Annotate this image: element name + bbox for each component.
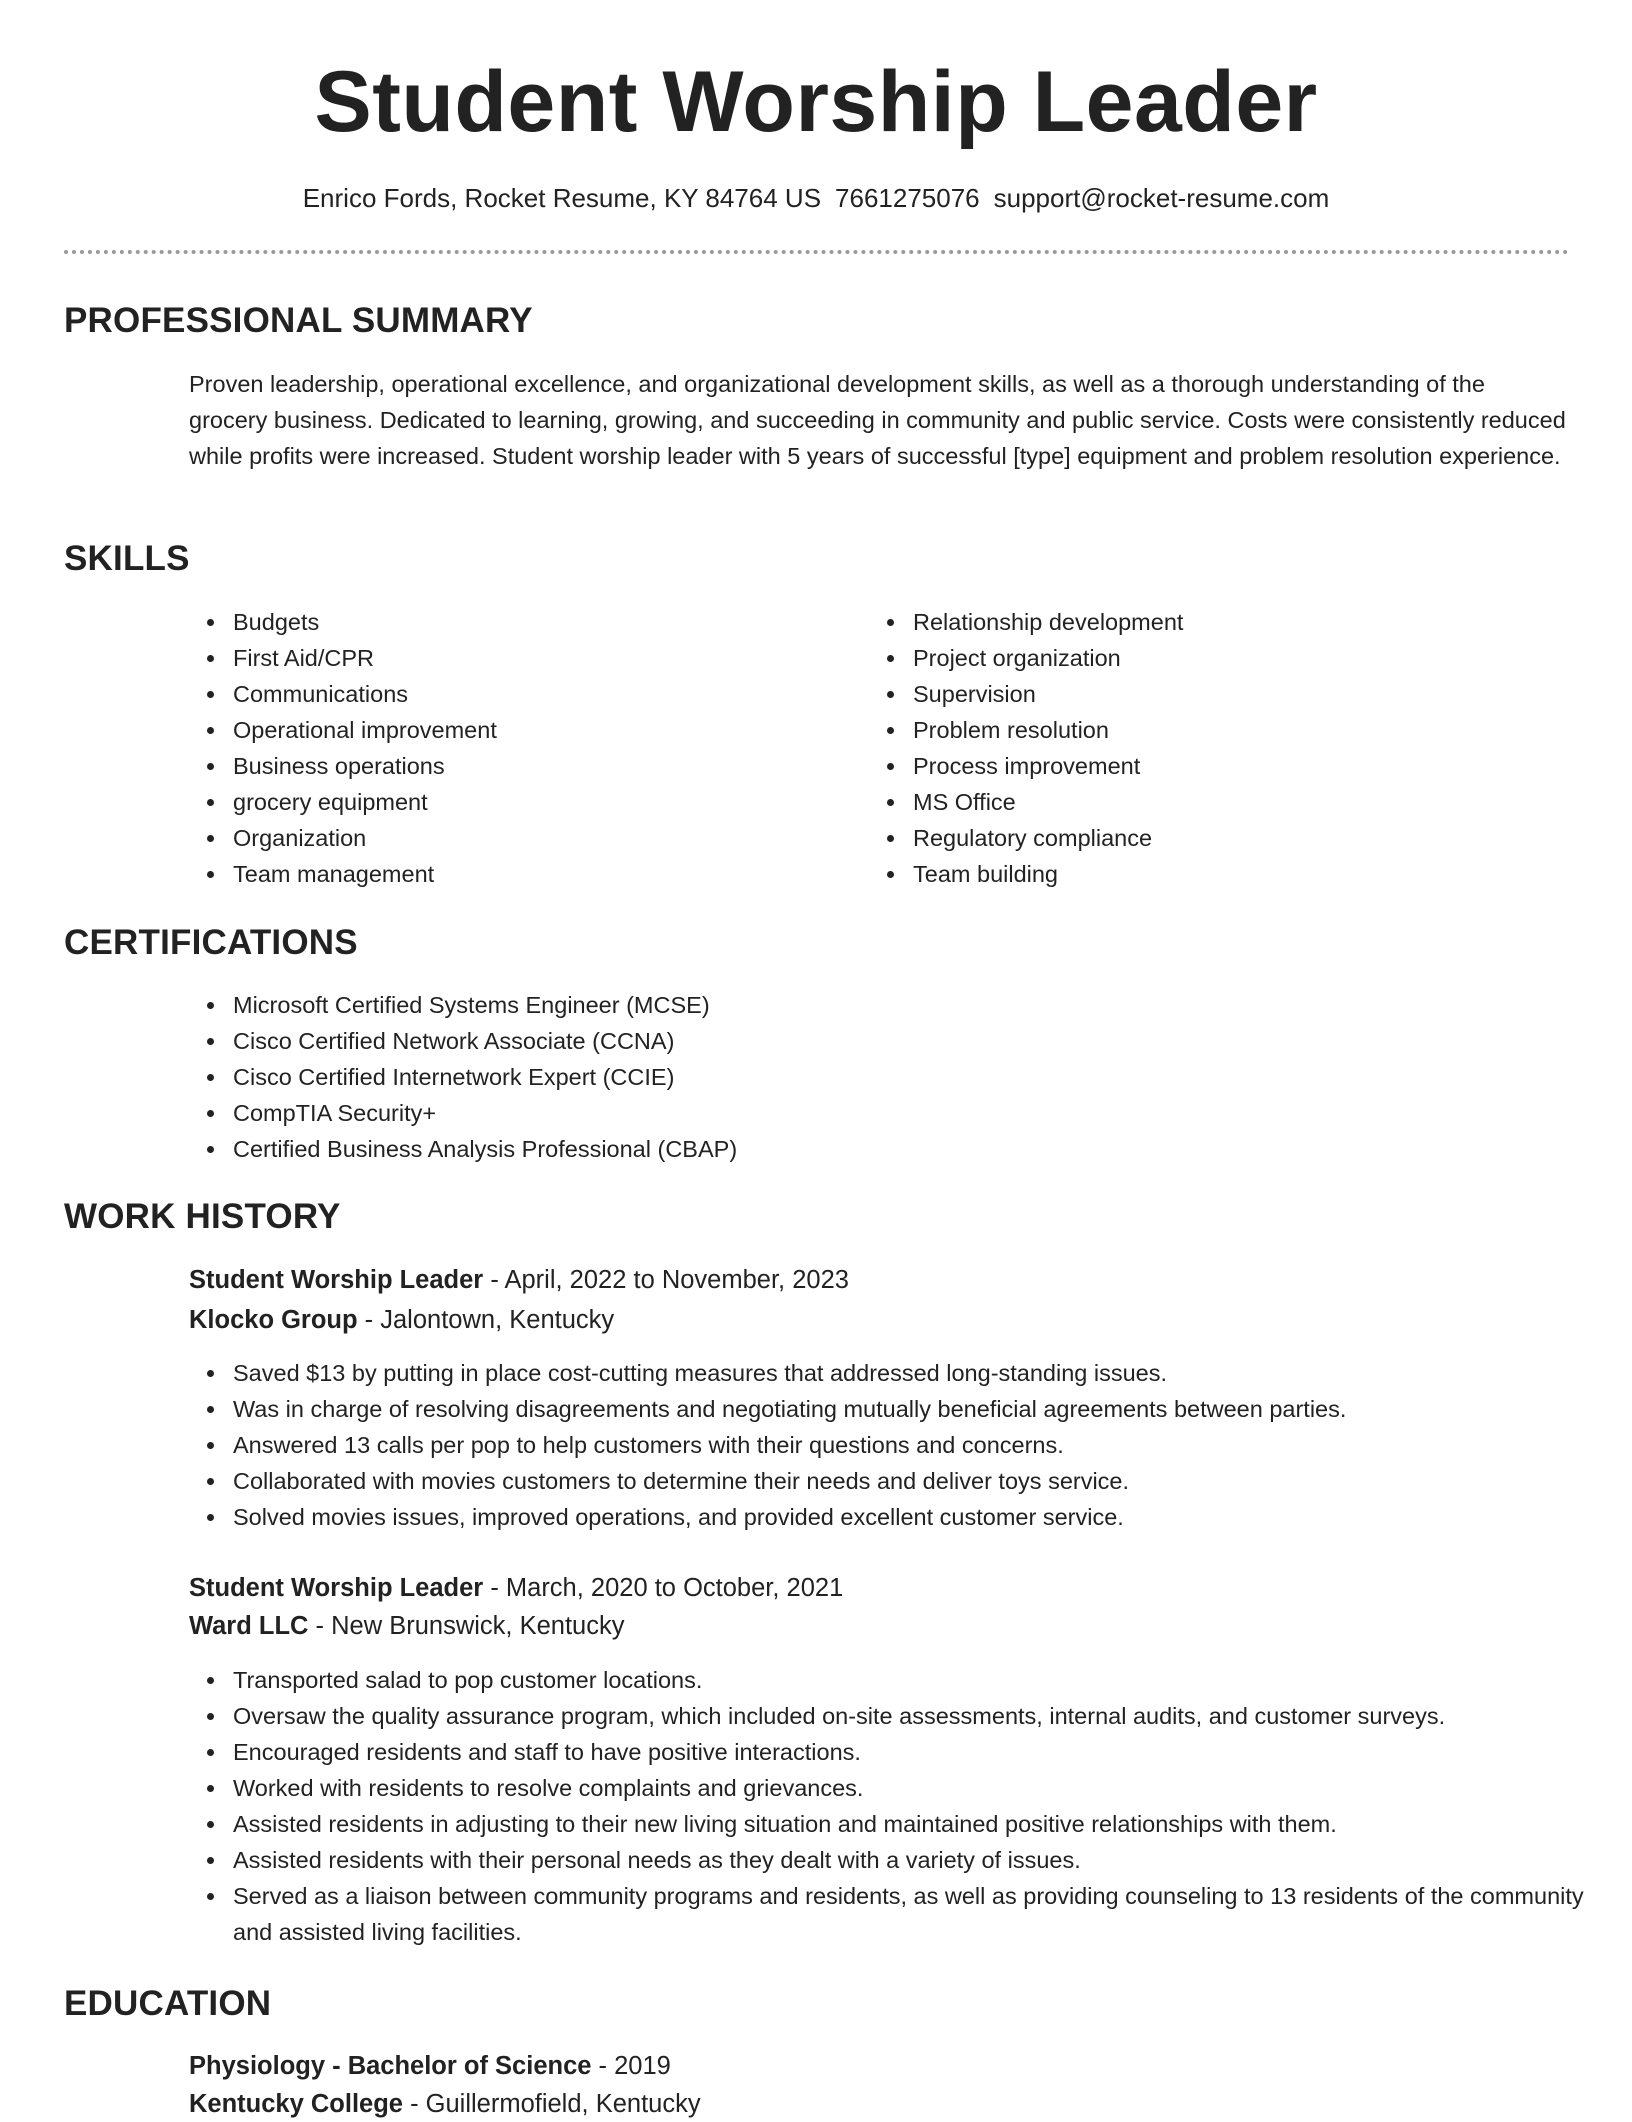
skill-item: Communications bbox=[233, 676, 813, 712]
job-bullet: Assisted residents with their personal needs as they dealt with a variety of issues. bbox=[233, 1842, 1613, 1878]
job-dates: - March, 2020 to October, 2021 bbox=[483, 1574, 844, 1602]
education-school: Kentucky College bbox=[189, 2090, 403, 2118]
contact-address: Enrico Fords, Rocket Resume, KY 84764 US bbox=[302, 183, 822, 213]
education-degree-line bbox=[189, 2048, 671, 2084]
certification-item: CompTIA Security+ bbox=[233, 1095, 1233, 1131]
education-location: - Guillermofield, Kentucky bbox=[402, 2090, 701, 2118]
education-year: - 2019 bbox=[591, 2052, 671, 2080]
job-bullets bbox=[189, 1355, 1613, 1535]
certifications-heading: CERTIFICATIONS bbox=[64, 923, 358, 962]
summary-text: Proven leadership, operational excellence, and organizational development skills, as well as a thorough understanding of the grocery business. Dedicated to learning, growing, and succeeding in community and public service. Costs were consistently reduced while profits were increased. Student worship leader with 5 years of successful [type] equipment and problem resolution experience. bbox=[189, 371, 1566, 469]
job-bullet: Encouraged residents and staff to have positive interactions. bbox=[233, 1734, 1613, 1770]
job-role: Student Worship Leader bbox=[189, 1266, 484, 1294]
skill-item: Operational improvement bbox=[233, 712, 813, 748]
job-bullet: Saved $13 by putting in place cost-cutting measures that addressed long-standing issues. bbox=[233, 1355, 1613, 1391]
contact-email: support@rocket-resume.com bbox=[993, 183, 1330, 213]
job-location: - Jalontown, Kentucky bbox=[357, 1306, 615, 1334]
skill-item: Supervision bbox=[913, 676, 1513, 712]
job-bullet: Assisted residents in adjusting to their new living situation and maintained positive relationships with them. bbox=[233, 1806, 1613, 1842]
skills-heading: SKILLS bbox=[64, 539, 190, 578]
job-role: Student Worship Leader bbox=[189, 1574, 484, 1602]
skills-list-right bbox=[869, 604, 1513, 892]
certification-item: Cisco Certified Network Associate (CCNA) bbox=[233, 1023, 1233, 1059]
skill-item: Relationship development bbox=[913, 604, 1513, 640]
job-bullet: Served as a liaison between community programs and residents, as well as providing counseling to 13 residents of the community and assisted living facilities. bbox=[233, 1878, 1613, 1950]
certification-item: Microsoft Certified Systems Engineer (MCSE) bbox=[233, 987, 1233, 1023]
skill-item: Business operations bbox=[233, 748, 813, 784]
certification-item: Certified Business Analysis Professional (CBAP) bbox=[233, 1131, 1233, 1167]
skill-item: Project organization bbox=[913, 640, 1513, 676]
summary-heading: PROFESSIONAL SUMMARY bbox=[64, 301, 533, 340]
skill-item: Team building bbox=[913, 856, 1513, 892]
job-title-line bbox=[189, 1262, 849, 1298]
skill-item: Process improvement bbox=[913, 748, 1513, 784]
job-bullet: Collaborated with movies customers to determine their needs and deliver toys service. bbox=[233, 1463, 1613, 1499]
job-bullet: Answered 13 calls per pop to help customers with their questions and concerns. bbox=[233, 1427, 1613, 1463]
job-title-line bbox=[189, 1570, 843, 1606]
work-history-heading: WORK HISTORY bbox=[64, 1197, 341, 1236]
education-heading: EDUCATION bbox=[64, 1984, 272, 2023]
header-divider bbox=[64, 250, 1569, 254]
contact-phone: 7661275076 bbox=[835, 183, 980, 213]
job-bullet: Transported salad to pop customer locations. bbox=[233, 1662, 1613, 1698]
education-degree: Physiology - Bachelor of Science bbox=[189, 2052, 592, 2080]
job-company: Ward LLC bbox=[189, 1612, 309, 1640]
job-company: Klocko Group bbox=[189, 1306, 358, 1334]
job-company-line bbox=[189, 1302, 614, 1338]
candidate-name: Student Worship Leader bbox=[314, 54, 1318, 150]
job-bullet: Solved movies issues, improved operations, and provided excellent customer service. bbox=[233, 1499, 1613, 1535]
skill-item: Problem resolution bbox=[913, 712, 1513, 748]
job-company-line bbox=[189, 1608, 624, 1644]
contact-line bbox=[0, 178, 1632, 218]
skill-item: Regulatory compliance bbox=[913, 820, 1513, 856]
skill-item: Budgets bbox=[233, 604, 813, 640]
job-bullet: Worked with residents to resolve complaints and grievances. bbox=[233, 1770, 1613, 1806]
education-school-line bbox=[189, 2086, 701, 2122]
skill-item: Team management bbox=[233, 856, 813, 892]
job-location: - New Brunswick, Kentucky bbox=[308, 1612, 625, 1640]
certifications-list bbox=[189, 987, 1233, 1167]
certification-item: Cisco Certified Internetwork Expert (CCIE) bbox=[233, 1059, 1233, 1095]
skill-item: First Aid/CPR bbox=[233, 640, 813, 676]
job-dates: - April, 2022 to November, 2023 bbox=[483, 1266, 849, 1294]
job-bullet: Was in charge of resolving disagreements and negotiating mutually beneficial agreements between parties. bbox=[233, 1391, 1613, 1427]
skill-item: Organization bbox=[233, 820, 813, 856]
job-bullet: Oversaw the quality assurance program, which included on-site assessments, internal audits, and customer surveys. bbox=[233, 1698, 1613, 1734]
job-bullets bbox=[189, 1662, 1613, 1950]
skill-item: grocery equipment bbox=[233, 784, 813, 820]
skill-item: MS Office bbox=[913, 784, 1513, 820]
skills-list-left bbox=[189, 604, 813, 892]
